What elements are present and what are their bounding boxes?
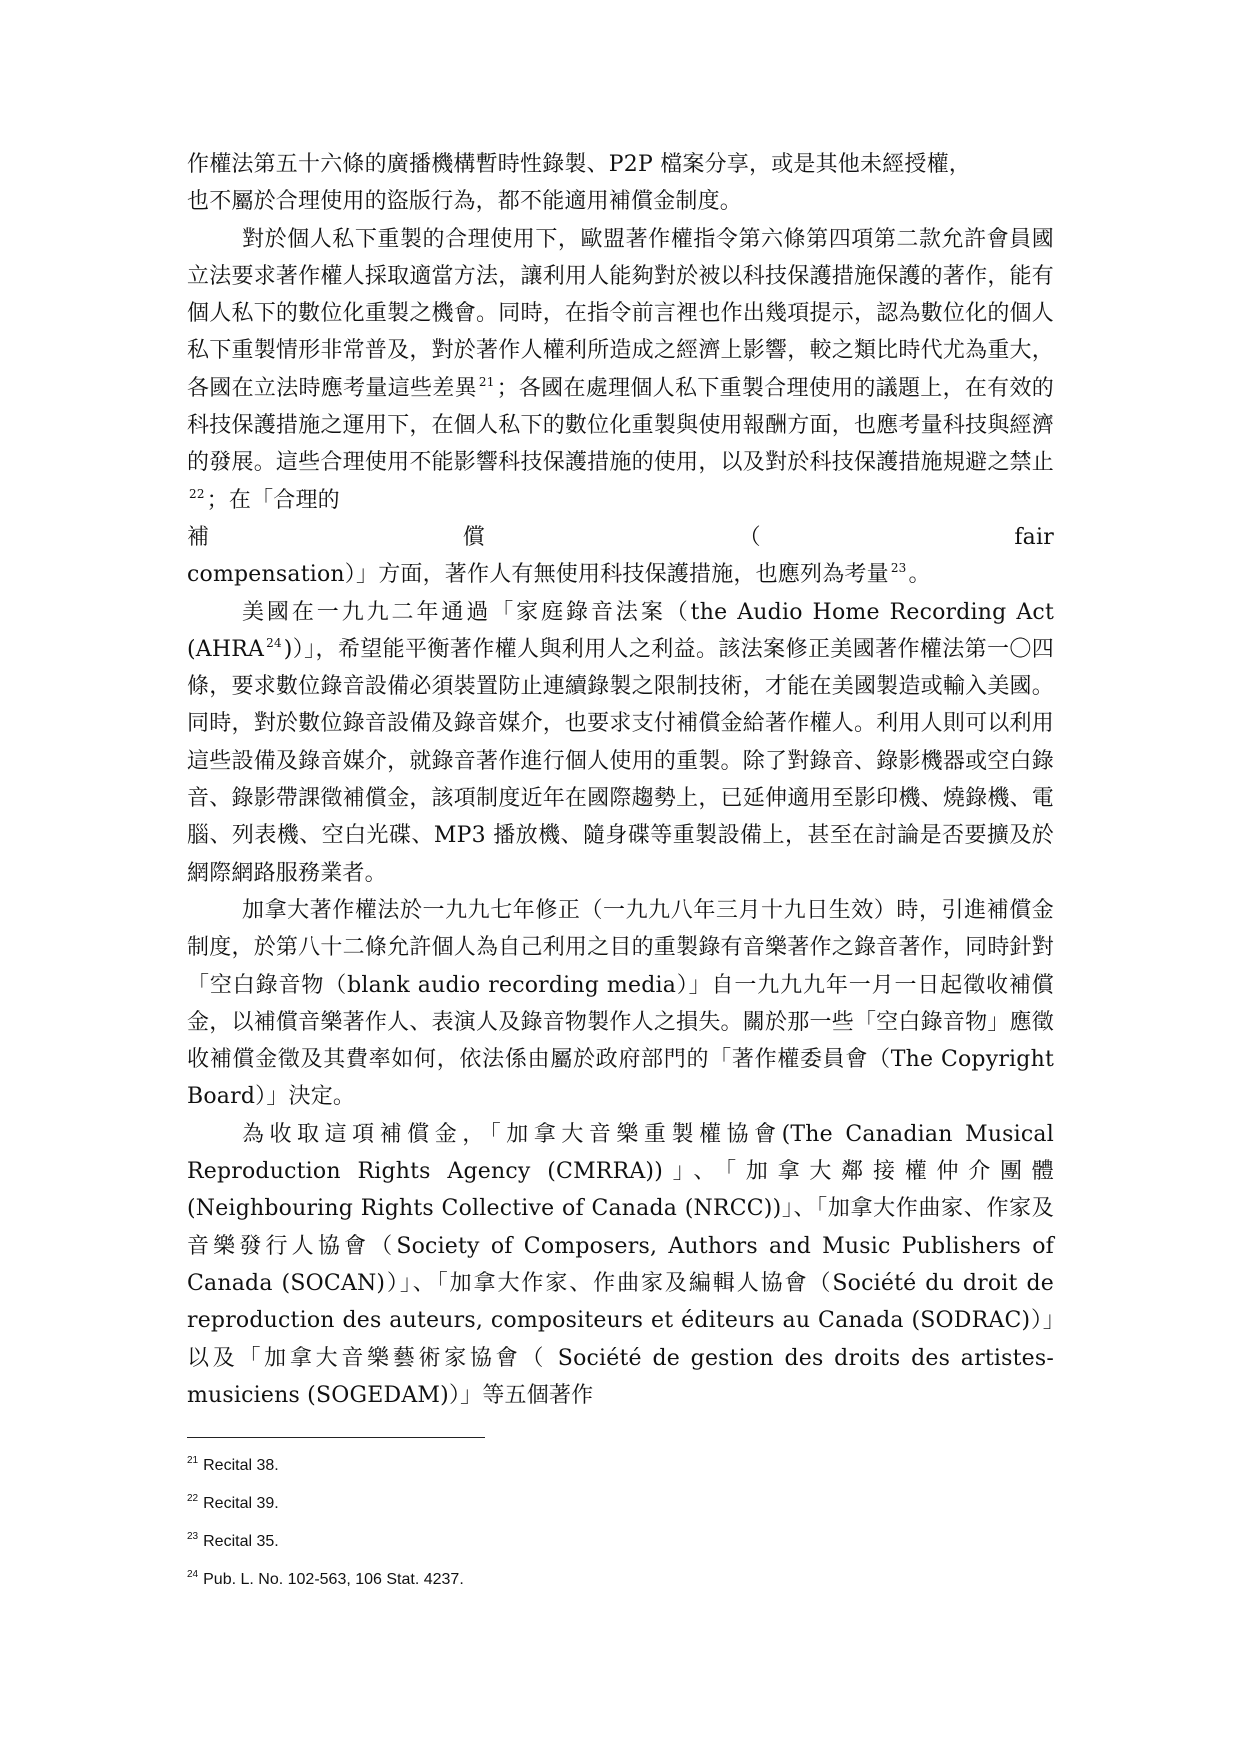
footnote-ref: 24 (266, 635, 282, 650)
footnote-separator (187, 1437, 485, 1438)
paragraph-text: 加拿大著作權法於一九九七年修正（一九九八年三月十九日生效）時，引進補償金制度，於第八十二條允許個人為自己利用之目的重製錄有音樂著作之錄音著作，同時針對「空白錄音物（blank audio recording media）」自一九九九年一月一日起徵收補償金，以補償音樂著作人、表演人及錄音物製作人之損失。關於那一些「空白錄音物」應徵收補償金徵及其費率如何，依法係由屬於政府部門的「著作權委員會（The Copyright Board）」決定。 (187, 897, 1054, 1110)
footnote-number: 23 (187, 1531, 199, 1542)
paragraph-canada-collectives (187, 1116, 1054, 1414)
footnote-ref: 21 (478, 374, 495, 389)
footnote-number: 24 (187, 1569, 199, 1580)
paragraph-line: 也不屬於合理使用的盜版行為，都不能適用補償金制度。 (187, 189, 743, 215)
spread-word: （ (738, 524, 761, 550)
footnote-23 (187, 1532, 1054, 1552)
footnote-text: Recital 38. (203, 1457, 279, 1474)
footnote-text: Recital 39. (203, 1495, 279, 1512)
footnote-ref: 23 (890, 561, 907, 576)
paragraph-text: 為收取這項補償金，「加拿大音樂重製權協會(The Canadian Musical Reproduction Rights Agency (CMRRA))」、「加拿大鄰接權仲介團體(Neighbouring Rights Collective of Canada (NRCC))」、「加拿大作曲家、作家及音樂發行人協會（Society of Composers, Authors and Music Publishers of Canada (SOCAN)）」、「加拿大作家、作曲家及編輯人協會（Société du droit de reproduction des auteurs, compositeurs et éditeurs au Canada (SODRAC)）」以及「加拿大音樂藝術家協會（ Société de gestion des droits des artistes-musiciens (SOGEDAM)）」等五個著作 (187, 1121, 1054, 1408)
paragraph-text: 對於個人私下重製的合理使用下，歐盟著作權指令第六條第四項第二款允許會員國立法要求著作權人採取適當方法，讓利用人能夠對於被以科技保護措施保護的著作，能有個人私下的數位化重製之機會。同時，在指令前言裡也作出幾項提示，認為數位化的個人私下重製情形非常普及，對於著作人權利所造成之經濟上影響，較之類比時代尤為重大，各國在立法時應考量這些差異 (187, 226, 1054, 401)
footnote-text: Pub. L. No. 102-563, 106 Stat. 4237. (203, 1571, 464, 1588)
footnote-24 (187, 1570, 1054, 1590)
paragraph-us-ahra (187, 594, 1054, 892)
justified-spread-line (187, 519, 1054, 556)
footnotes (187, 1456, 1054, 1608)
paragraph-canada-law (187, 892, 1054, 1116)
paragraph-text: 。 (908, 562, 931, 588)
paragraph-text: compensation）」方面，著作人有無使用科技保護措施，也應列為考量 (187, 562, 889, 588)
spread-word: 償 (462, 524, 485, 550)
spread-word: 補 (187, 524, 210, 550)
footnote-number: 21 (187, 1455, 199, 1466)
footnote-ref: 22 (189, 486, 205, 501)
footnote-21 (187, 1456, 1054, 1476)
paragraph-continued (187, 146, 1054, 221)
paragraph-eu-directive (187, 221, 1054, 519)
body-text (187, 146, 1054, 1414)
footnote-22 (187, 1494, 1054, 1514)
spread-word: fair (1014, 524, 1054, 550)
footnote-number: 22 (187, 1493, 199, 1504)
footnote-text: Recital 35. (203, 1533, 279, 1550)
paragraph-eu-directive-end (187, 556, 1054, 593)
paragraph-text: 美國在一九九二年通過「家庭錄音法案（the Audio Home Recording Act (AHRA (187, 599, 1054, 662)
paragraph-text: ；各國在處理個人私下重製合理使用的議題上，在有效的科技保護措施之運用下，在個人私下的數位化重製與使用報酬方面，也應考量科技與經濟的發展。這些合理使用不能影響科技保護措施的使用，以及對於科技保護措施規避之禁止 (187, 375, 1054, 476)
paragraph-text: ；在「合理的 (206, 487, 340, 513)
paragraph-text: )）」，希望能平衡著作權人與利用人之利益。該法案修正美國著作權法第一〇四條，要求數位錄音設備必須裝置防止連續錄製之限制技術，才能在美國製造或輸入美國。同時，對於數位錄音設備及錄音媒介，也要求支付補償金給著作權人。利用人則可以利用這些設備及錄音媒介，就錄音著作進行個人使用的重製。除了對錄音、錄影機器或空白錄音、錄影帶課徵補償金，該項制度近年在國際趨勢上，已延伸適用至影印機、燒錄機、電腦、列表機、空白光碟、MP3 播放機、隨身碟等重製設備上，甚至在討論是否要擴及於網際網路服務業者。 (187, 636, 1054, 886)
paragraph-line: 作權法第五十六條的廣播機構暫時性錄製、P2P 檔案分享，或是其他未經授權， (187, 152, 971, 177)
